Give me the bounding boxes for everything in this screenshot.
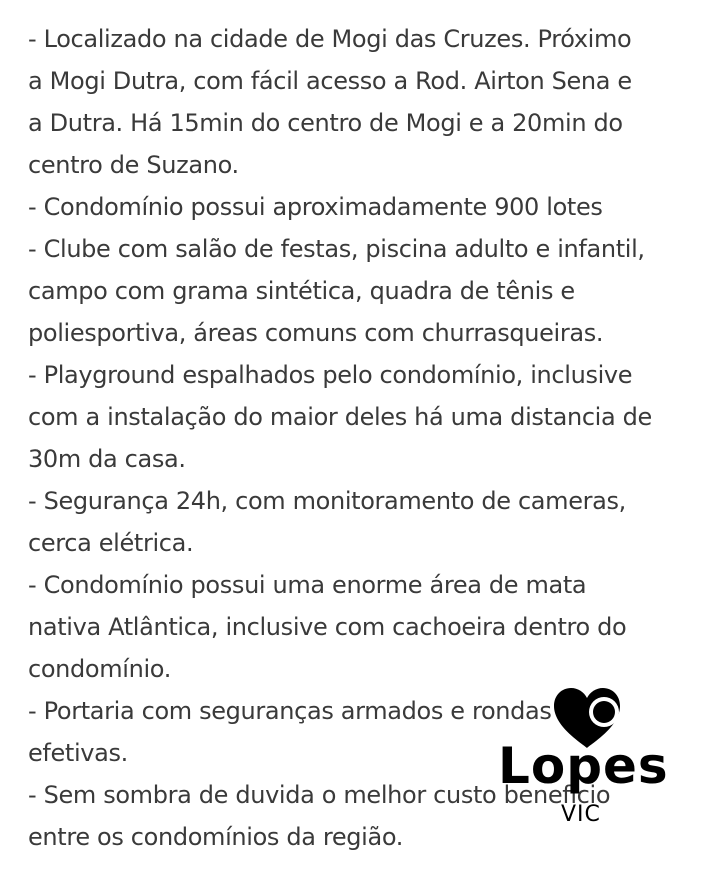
description-line: - Localizado na cidade de Mogi das Cruzes. Próximo: [28, 25, 632, 53]
description-line: - Condomínio possui uma enorme área de mata: [28, 571, 587, 599]
description-line: cerca elétrica.: [28, 529, 194, 557]
description-line: com a instalação do maior deles há uma distancia de: [28, 403, 652, 431]
description-line: - Sem sombra de duvida o melhor custo benefício: [28, 781, 611, 809]
description-line: poliesportiva, áreas comuns com churrasqueiras.: [28, 319, 604, 347]
watermark-brand: Lopes: [498, 737, 669, 795]
description-line: a Mogi Dutra, com fácil acesso a Rod. Airton Sena e: [28, 67, 632, 95]
description-line: a Dutra. Há 15min do centro de Mogi e a 20min do: [28, 109, 623, 137]
watermark-sub: VIC: [561, 802, 601, 827]
description-line: campo com grama sintética, quadra de tênis e: [28, 277, 575, 305]
description-line: - Playground espalhados pelo condomínio, inclusive: [28, 361, 633, 389]
description-line: 30m da casa.: [28, 445, 186, 473]
description-line: - Portaria com seguranças armados e rondas: [28, 697, 552, 725]
description-line: - Segurança 24h, com monitoramento de cameras,: [28, 487, 626, 515]
description-line: - Clube com salão de festas, piscina adulto e infantil,: [28, 235, 645, 263]
description-line: - Condomínio possui aproximadamente 900 lotes: [28, 193, 603, 221]
description-line: centro de Suzano.: [28, 151, 239, 179]
description-line: entre os condomínios da região.: [28, 823, 404, 851]
lopes-vic-watermark: [498, 684, 678, 834]
description-line: condomínio.: [28, 655, 171, 683]
description-line: efetivas.: [28, 739, 128, 767]
description-line: nativa Atlântica, inclusive com cachoeira dentro do: [28, 613, 627, 641]
